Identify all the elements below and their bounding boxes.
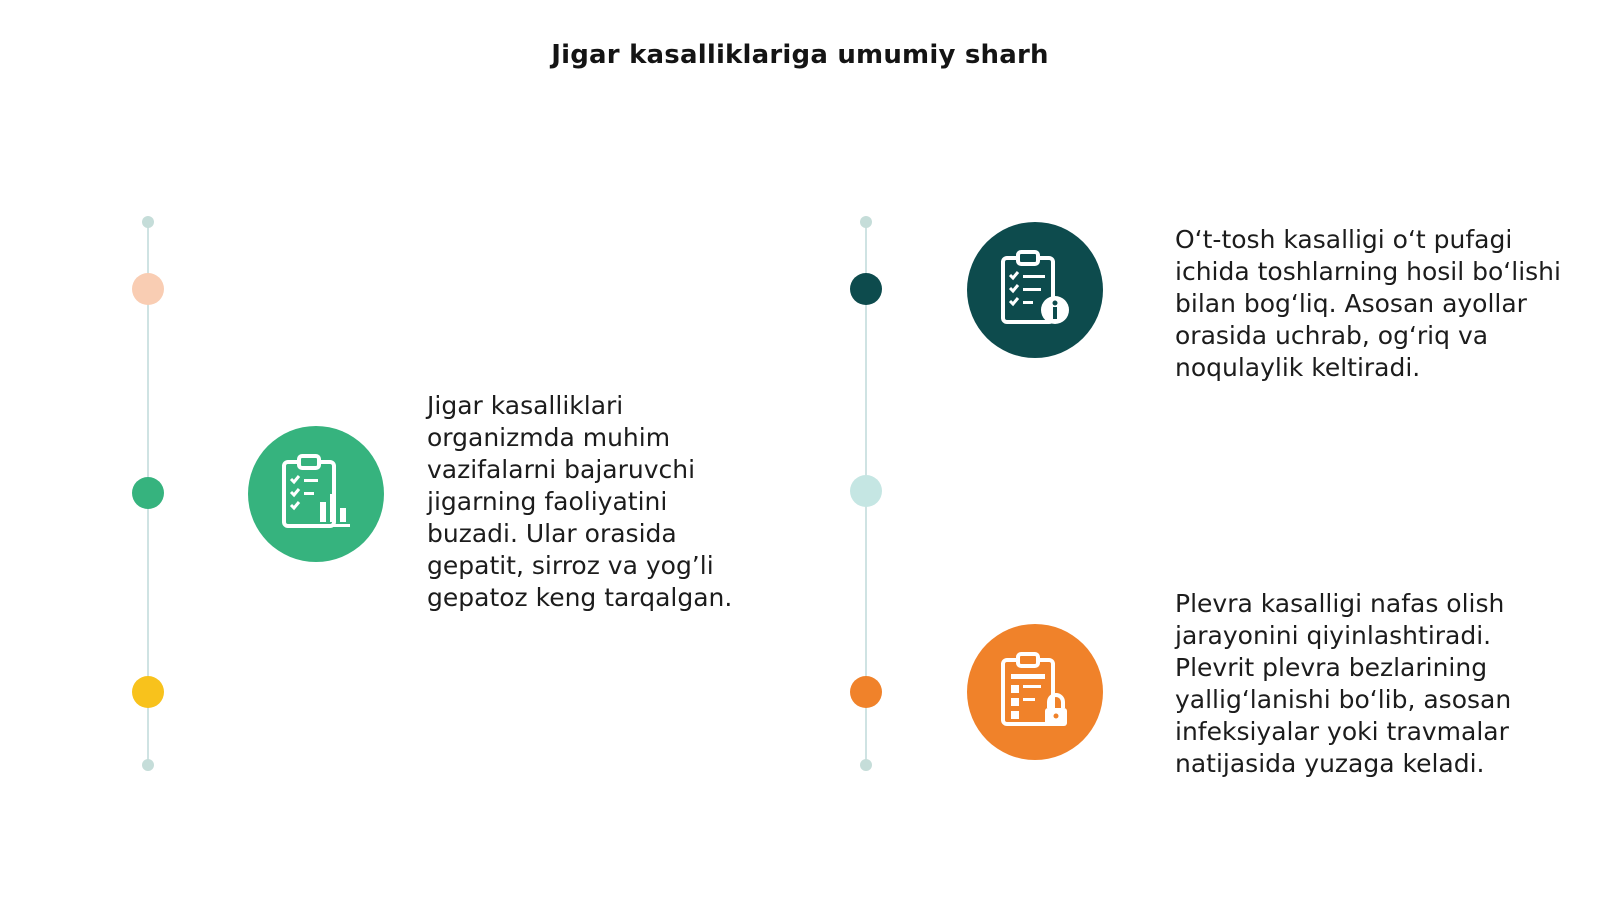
left-timeline-end-dot-top — [142, 216, 154, 228]
item-3-description: Plevra kasalligi nafas olish jarayonini qiyinlashtiradi. Plevrit plevra bezlarining yallig‘lanishi bo‘lib, asosan infeksiyalar yoki travmalar natijasida yuzaga keladi. — [1175, 589, 1512, 778]
item-2-description: O‘t-tosh kasalligi o‘t pufagi ichida toshlarning hosil bo‘lishi bilan bog‘liq. Asosan ayollar orasida uchrab, og‘riq va noqulaylik keltiradi. — [1175, 225, 1561, 382]
left-timeline-end-dot-bottom — [142, 759, 154, 771]
clipboard-info-icon — [967, 222, 1103, 358]
left-timeline-dot-yellow — [132, 676, 164, 708]
left-timeline-dot-green — [132, 477, 164, 509]
clipboard-chart-icon — [248, 426, 384, 562]
right-timeline-dot-dark-teal — [850, 273, 882, 305]
right-timeline-end-dot-bottom — [860, 759, 872, 771]
clipboard-lock-glyph — [993, 650, 1077, 734]
right-timeline-end-dot-top — [860, 216, 872, 228]
right-timeline-dot-orange — [850, 676, 882, 708]
clipboard-chart-glyph — [274, 452, 358, 536]
item-1-description: Jigar kasalliklari organizmda muhim vazifalarni bajaruvchi jigarning faoliyatini buzadi. Ular orasida gepatit, sirroz va yog’li gepatoz keng tarqalgan. — [427, 391, 733, 612]
clipboard-lock-icon — [967, 624, 1103, 760]
page-title: Jigar kasalliklariga umumiy sharh — [551, 40, 1049, 70]
right-timeline-dot-mint — [850, 475, 882, 507]
left-timeline-dot-peach — [132, 273, 164, 305]
clipboard-info-glyph — [993, 248, 1077, 332]
